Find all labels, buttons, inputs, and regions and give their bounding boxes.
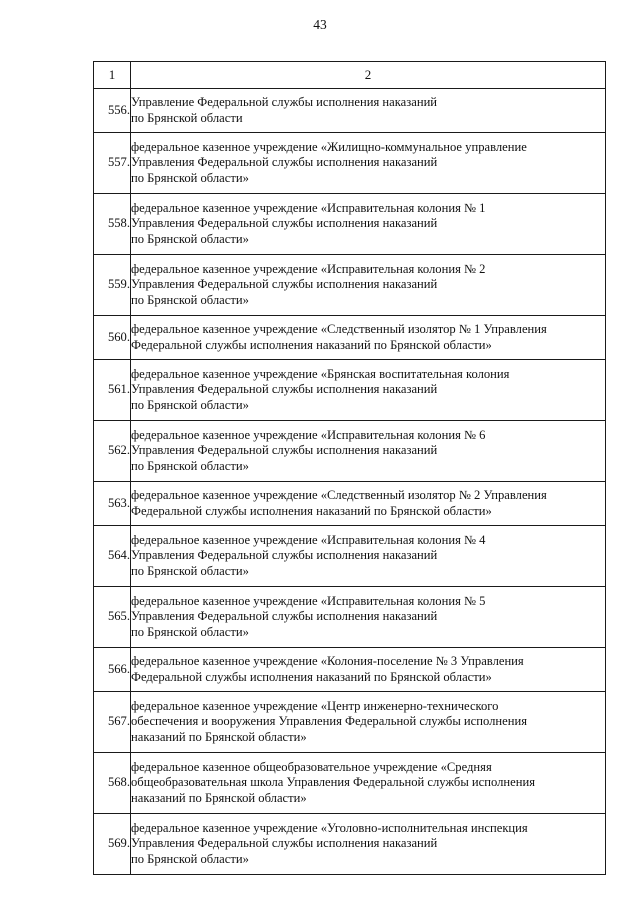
table-row bbox=[94, 587, 606, 648]
institution-name: федеральное казенное учреждение «Исправительная колония № 1 Управления Федеральной службы исполнения наказаний по Брянской области» bbox=[131, 194, 606, 255]
institution-name: федеральное казенное учреждение «Следственный изолятор № 1 Управления Федеральной службы исполнения наказаний по Брянской области» bbox=[131, 316, 606, 360]
row-number: 567. bbox=[94, 692, 131, 753]
row-number: 565. bbox=[94, 587, 131, 648]
institution-name: федеральное казенное учреждение «Исправительная колония № 4 Управления Федеральной службы исполнения наказаний по Брянской области» bbox=[131, 526, 606, 587]
table-row bbox=[94, 753, 606, 814]
row-number: 559. bbox=[94, 255, 131, 316]
table-row bbox=[94, 360, 606, 421]
column-header-number: 1 bbox=[94, 62, 131, 89]
row-number: 558. bbox=[94, 194, 131, 255]
table-row bbox=[94, 692, 606, 753]
table-row bbox=[94, 526, 606, 587]
row-number: 566. bbox=[94, 648, 131, 692]
institution-name: федеральное казенное учреждение «Центр инженерно-технического обеспечения и вооружения Управления Федеральной службы исполнения наказаний по Брянской области» bbox=[131, 692, 606, 753]
row-number: 557. bbox=[94, 133, 131, 194]
institution-name: федеральное казенное учреждение «Исправительная колония № 2 Управления Федеральной службы исполнения наказаний по Брянской области» bbox=[131, 255, 606, 316]
institution-name: федеральное казенное учреждение «Уголовно-исполнительная инспекция Управления Федеральной службы исполнения наказаний по Брянской области» bbox=[131, 814, 606, 875]
table-row bbox=[94, 133, 606, 194]
row-number: 556. bbox=[94, 89, 131, 133]
table-row bbox=[94, 316, 606, 360]
registry-table bbox=[93, 61, 606, 875]
row-number: 560. bbox=[94, 316, 131, 360]
table-row bbox=[94, 648, 606, 692]
page-number: 43 bbox=[313, 17, 327, 32]
institution-name: федеральное казенное учреждение «Колония-поселение № 3 Управления Федеральной службы исполнения наказаний по Брянской области» bbox=[131, 648, 606, 692]
row-number: 568. bbox=[94, 753, 131, 814]
row-number: 562. bbox=[94, 421, 131, 482]
table-row bbox=[94, 421, 606, 482]
institution-name: федеральное казенное учреждение «Исправительная колония № 5 Управления Федеральной службы исполнения наказаний по Брянской области» bbox=[131, 587, 606, 648]
table-row bbox=[94, 194, 606, 255]
row-number: 563. bbox=[94, 482, 131, 526]
institution-name: федеральное казенное учреждение «Исправительная колония № 6 Управления Федеральной службы исполнения наказаний по Брянской области» bbox=[131, 421, 606, 482]
column-header-name: 2 bbox=[131, 62, 606, 89]
institution-name: федеральное казенное учреждение «Жилищно-коммунальное управление Управления Федеральной службы исполнения наказаний по Брянской области» bbox=[131, 133, 606, 194]
table-row bbox=[94, 814, 606, 875]
table-row bbox=[94, 255, 606, 316]
table-row bbox=[94, 89, 606, 133]
institution-name: федеральное казенное общеобразовательное учреждение «Средняя общеобразовательная школа Управления Федеральной службы исполнения наказаний по Брянской области» bbox=[131, 753, 606, 814]
row-number: 569. bbox=[94, 814, 131, 875]
table-row bbox=[94, 482, 606, 526]
institution-name: федеральное казенное учреждение «Следственный изолятор № 2 Управления Федеральной службы исполнения наказаний по Брянской области» bbox=[131, 482, 606, 526]
table-header-row bbox=[94, 62, 606, 89]
institution-name: Управление Федеральной службы исполнения наказаний по Брянской области bbox=[131, 89, 606, 133]
row-number: 564. bbox=[94, 526, 131, 587]
institution-name: федеральное казенное учреждение «Брянская воспитательная колония Управления Федеральной службы исполнения наказаний по Брянской области» bbox=[131, 360, 606, 421]
row-number: 561. bbox=[94, 360, 131, 421]
